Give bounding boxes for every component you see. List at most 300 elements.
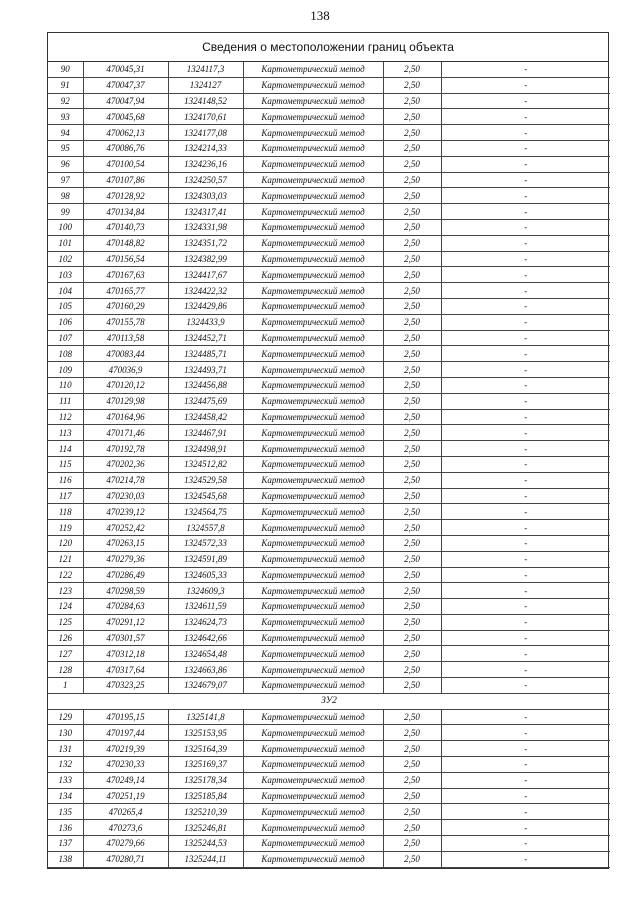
description-cell: - [441,599,610,615]
table-row [48,219,610,235]
y-coordinate-cell: 1324663,86 [168,662,243,678]
x-coordinate-cell: 470171,46 [83,425,168,441]
method-cell: Картометрический метод [243,188,383,204]
accuracy-cell: 2,50 [383,283,441,299]
accuracy-cell: 2,50 [383,140,441,156]
table-row [48,409,610,425]
accuracy-cell: 2,50 [383,662,441,678]
point-number-cell: 125 [48,614,83,630]
x-coordinate-cell: 470251,19 [83,788,168,804]
table-row [48,93,610,109]
accuracy-cell: 2,50 [383,599,441,615]
accuracy-cell: 2,50 [383,488,441,504]
description-cell: - [441,583,610,599]
description-cell: - [441,804,610,820]
y-coordinate-cell: 1324564,75 [168,504,243,520]
description-cell: - [441,757,610,773]
description-cell: - [441,772,610,788]
description-cell: - [441,520,610,536]
point-number-cell: 123 [48,583,83,599]
method-cell: Картометрический метод [243,330,383,346]
point-number-cell: 119 [48,520,83,536]
description-cell: - [441,567,610,583]
x-coordinate-cell: 470312,18 [83,646,168,662]
x-coordinate-cell: 470165,77 [83,283,168,299]
x-coordinate-cell: 470252,42 [83,520,168,536]
y-coordinate-cell: 1324170,61 [168,109,243,125]
x-coordinate-cell: 470140,73 [83,219,168,235]
accuracy-cell: 2,50 [383,188,441,204]
table-row [48,772,610,788]
method-cell: Картометрический метод [243,77,383,93]
description-cell: - [441,551,610,567]
accuracy-cell: 2,50 [383,251,441,267]
y-coordinate-cell: 1325169,37 [168,757,243,773]
accuracy-cell: 2,50 [383,77,441,93]
method-cell: Картометрический метод [243,583,383,599]
accuracy-cell: 2,50 [383,441,441,457]
x-coordinate-cell: 470156,54 [83,251,168,267]
method-cell: Картометрический метод [243,267,383,283]
section-row [48,693,610,709]
point-number-cell: 99 [48,204,83,220]
method-cell: Картометрический метод [243,362,383,378]
table-row [48,662,610,678]
method-cell: Картометрический метод [243,172,383,188]
table-row [48,614,610,630]
table-row [48,678,610,694]
y-coordinate-cell: 1324475,69 [168,393,243,409]
table-row [48,851,610,867]
method-cell: Картометрический метод [243,393,383,409]
accuracy-cell: 2,50 [383,298,441,314]
method-cell: Картометрический метод [243,456,383,472]
accuracy-cell: 2,50 [383,267,441,283]
accuracy-cell: 2,50 [383,614,441,630]
point-number-cell: 109 [48,362,83,378]
x-coordinate-cell: 470129,98 [83,393,168,409]
method-cell: Картометрический метод [243,804,383,820]
method-cell: Картометрический метод [243,204,383,220]
table-row [48,425,610,441]
accuracy-cell: 2,50 [383,709,441,725]
point-number-cell: 112 [48,409,83,425]
x-coordinate-cell: 470291,12 [83,614,168,630]
x-coordinate-cell: 470280,71 [83,851,168,867]
method-cell: Картометрический метод [243,441,383,457]
y-coordinate-cell: 1324458,42 [168,409,243,425]
table-row [48,456,610,472]
accuracy-cell: 2,50 [383,646,441,662]
table-row [48,804,610,820]
accuracy-cell: 2,50 [383,630,441,646]
x-coordinate-cell: 470298,59 [83,583,168,599]
description-cell: - [441,346,610,362]
x-coordinate-cell: 470323,25 [83,678,168,694]
description-cell: - [441,741,610,757]
point-number-cell: 132 [48,757,83,773]
y-coordinate-cell: 1324331,98 [168,219,243,235]
point-number-cell: 102 [48,251,83,267]
y-coordinate-cell: 1324429,86 [168,298,243,314]
x-coordinate-cell: 470230,33 [83,757,168,773]
method-cell: Картометрический метод [243,567,383,583]
method-cell: Картометрический метод [243,219,383,235]
description-cell: - [441,662,610,678]
table-title: Сведения о местоположении границ объекта [48,33,608,62]
table-row [48,140,610,156]
description-cell: - [441,62,610,77]
y-coordinate-cell: 1325185,84 [168,788,243,804]
table-row [48,156,610,172]
point-number-cell: 98 [48,188,83,204]
x-coordinate-cell: 470239,12 [83,504,168,520]
method-cell: Картометрический метод [243,314,383,330]
x-coordinate-cell: 470107,86 [83,172,168,188]
y-coordinate-cell: 1324572,33 [168,535,243,551]
x-coordinate-cell: 470155,78 [83,314,168,330]
y-coordinate-cell: 1324317,41 [168,204,243,220]
description-cell: - [441,441,610,457]
accuracy-cell: 2,50 [383,836,441,852]
method-cell: Картометрический метод [243,788,383,804]
accuracy-cell: 2,50 [383,362,441,378]
y-coordinate-cell: 1324485,71 [168,346,243,362]
x-coordinate-cell: 470284,63 [83,599,168,615]
y-coordinate-cell: 1325244,11 [168,851,243,867]
y-coordinate-cell: 1324417,67 [168,267,243,283]
y-coordinate-cell: 1324679,07 [168,678,243,694]
table-row [48,298,610,314]
accuracy-cell: 2,50 [383,678,441,694]
x-coordinate-cell: 470167,63 [83,267,168,283]
x-coordinate-cell: 470128,92 [83,188,168,204]
accuracy-cell: 2,50 [383,409,441,425]
point-number-cell: 122 [48,567,83,583]
point-number-cell: 134 [48,788,83,804]
table-row [48,520,610,536]
y-coordinate-cell: 1324236,16 [168,156,243,172]
description-cell: - [441,425,610,441]
point-number-cell: 114 [48,441,83,457]
point-number-cell: 107 [48,330,83,346]
table-row [48,820,610,836]
table-row [48,488,610,504]
point-number-cell: 103 [48,267,83,283]
description-cell: - [441,456,610,472]
description-cell: - [441,283,610,299]
x-coordinate-cell: 470083,44 [83,346,168,362]
y-coordinate-cell: 1324422,32 [168,283,243,299]
description-cell: - [441,409,610,425]
method-cell: Картометрический метод [243,551,383,567]
point-number-cell: 96 [48,156,83,172]
point-number-cell: 135 [48,804,83,820]
x-coordinate-cell: 470214,78 [83,472,168,488]
y-coordinate-cell: 1324351,72 [168,235,243,251]
method-cell: Картометрический метод [243,836,383,852]
x-coordinate-cell: 470047,37 [83,77,168,93]
method-cell: Картометрический метод [243,488,383,504]
accuracy-cell: 2,50 [383,741,441,757]
y-coordinate-cell: 1325244,53 [168,836,243,852]
point-number-cell: 127 [48,646,83,662]
y-coordinate-cell: 1324624,73 [168,614,243,630]
table-row [48,314,610,330]
description-cell: - [441,140,610,156]
accuracy-cell: 2,50 [383,725,441,741]
section-label: ЗУ2 [48,693,610,709]
table-row [48,204,610,220]
description-cell: - [441,125,610,141]
description-cell: - [441,109,610,125]
accuracy-cell: 2,50 [383,393,441,409]
method-cell: Картометрический метод [243,298,383,314]
y-coordinate-cell: 1324591,89 [168,551,243,567]
accuracy-cell: 2,50 [383,472,441,488]
accuracy-cell: 2,50 [383,520,441,536]
y-coordinate-cell: 1324250,57 [168,172,243,188]
x-coordinate-cell: 470086,76 [83,140,168,156]
x-coordinate-cell: 470286,49 [83,567,168,583]
x-coordinate-cell: 470249,14 [83,772,168,788]
method-cell: Картометрический метод [243,709,383,725]
table-row [48,646,610,662]
method-cell: Картометрический метод [243,140,383,156]
description-cell: - [441,330,610,346]
coordinates-table-body [48,62,610,867]
point-number-cell: 126 [48,630,83,646]
description-cell: - [441,156,610,172]
description-cell: - [441,535,610,551]
method-cell: Картометрический метод [243,741,383,757]
description-cell: - [441,820,610,836]
x-coordinate-cell: 470045,31 [83,62,168,77]
accuracy-cell: 2,50 [383,219,441,235]
point-number-cell: 136 [48,820,83,836]
table-row [48,251,610,267]
x-coordinate-cell: 470120,12 [83,377,168,393]
x-coordinate-cell: 470047,94 [83,93,168,109]
description-cell: - [441,504,610,520]
y-coordinate-cell: 1325164,39 [168,741,243,757]
table-row [48,551,610,567]
description-cell: - [441,851,610,867]
method-cell: Картометрический метод [243,283,383,299]
method-cell: Картометрический метод [243,630,383,646]
point-number-cell: 137 [48,836,83,852]
page-number: 138 [310,8,330,23]
table-row [48,109,610,125]
method-cell: Картометрический метод [243,346,383,362]
method-cell: Картометрический метод [243,93,383,109]
x-coordinate-cell: 470279,36 [83,551,168,567]
point-number-cell: 1 [48,678,83,694]
point-number-cell: 121 [48,551,83,567]
x-coordinate-cell: 470265,4 [83,804,168,820]
x-coordinate-cell: 470036,9 [83,362,168,378]
description-cell: - [441,788,610,804]
accuracy-cell: 2,50 [383,820,441,836]
x-coordinate-cell: 470273,6 [83,820,168,836]
table-row [48,599,610,615]
method-cell: Картометрический метод [243,614,383,630]
y-coordinate-cell: 1324493,71 [168,362,243,378]
description-cell: - [441,678,610,694]
x-coordinate-cell: 470062,13 [83,125,168,141]
table-row [48,283,610,299]
table-row [48,393,610,409]
accuracy-cell: 2,50 [383,314,441,330]
table-row [48,630,610,646]
coordinates-table [48,62,610,868]
method-cell: Картометрический метод [243,62,383,77]
table-row [48,377,610,393]
y-coordinate-cell: 1324456,88 [168,377,243,393]
point-number-cell: 92 [48,93,83,109]
x-coordinate-cell: 470113,58 [83,330,168,346]
y-coordinate-cell: 1324214,33 [168,140,243,156]
y-coordinate-cell: 1324498,91 [168,441,243,457]
point-number-cell: 106 [48,314,83,330]
accuracy-cell: 2,50 [383,62,441,77]
method-cell: Картометрический метод [243,757,383,773]
description-cell: - [441,614,610,630]
y-coordinate-cell: 1325153,95 [168,725,243,741]
x-coordinate-cell: 470192,78 [83,441,168,457]
method-cell: Картометрический метод [243,235,383,251]
x-coordinate-cell: 470279,66 [83,836,168,852]
method-cell: Картометрический метод [243,599,383,615]
point-number-cell: 111 [48,393,83,409]
accuracy-cell: 2,50 [383,156,441,172]
description-cell: - [441,219,610,235]
table-row [48,836,610,852]
table-row [48,346,610,362]
accuracy-cell: 2,50 [383,551,441,567]
description-cell: - [441,362,610,378]
method-cell: Картометрический метод [243,125,383,141]
description-cell: - [441,377,610,393]
point-number-cell: 133 [48,772,83,788]
description-cell: - [441,836,610,852]
x-coordinate-cell: 470160,29 [83,298,168,314]
point-number-cell: 108 [48,346,83,362]
y-coordinate-cell: 1325246,81 [168,820,243,836]
x-coordinate-cell: 470164,96 [83,409,168,425]
point-number-cell: 105 [48,298,83,314]
table-row [48,125,610,141]
x-coordinate-cell: 470045,68 [83,109,168,125]
x-coordinate-cell: 470134,84 [83,204,168,220]
accuracy-cell: 2,50 [383,204,441,220]
method-cell: Картометрический метод [243,662,383,678]
y-coordinate-cell: 1324452,71 [168,330,243,346]
method-cell: Картометрический метод [243,504,383,520]
table-row [48,504,610,520]
point-number-cell: 97 [48,172,83,188]
table-row [48,741,610,757]
accuracy-cell: 2,50 [383,93,441,109]
method-cell: Картометрический метод [243,156,383,172]
point-number-cell: 124 [48,599,83,615]
accuracy-cell: 2,50 [383,772,441,788]
y-coordinate-cell: 1325178,34 [168,772,243,788]
y-coordinate-cell: 1325210,39 [168,804,243,820]
point-number-cell: 95 [48,140,83,156]
accuracy-cell: 2,50 [383,504,441,520]
point-number-cell: 138 [48,851,83,867]
point-number-cell: 131 [48,741,83,757]
accuracy-cell: 2,50 [383,172,441,188]
table-row [48,267,610,283]
accuracy-cell: 2,50 [383,535,441,551]
accuracy-cell: 2,50 [383,804,441,820]
x-coordinate-cell: 470317,64 [83,662,168,678]
point-number-cell: 104 [48,283,83,299]
description-cell: - [441,267,610,283]
table-row [48,188,610,204]
point-number-cell: 120 [48,535,83,551]
method-cell: Картометрический метод [243,520,383,536]
method-cell: Картометрический метод [243,251,383,267]
description-cell: - [441,725,610,741]
point-number-cell: 91 [48,77,83,93]
point-number-cell: 94 [48,125,83,141]
point-number-cell: 90 [48,62,83,77]
x-coordinate-cell: 470148,82 [83,235,168,251]
method-cell: Картометрический метод [243,109,383,125]
accuracy-cell: 2,50 [383,788,441,804]
y-coordinate-cell: 1324382,99 [168,251,243,267]
description-cell: - [441,314,610,330]
table-row [48,62,610,77]
y-coordinate-cell: 1324642,66 [168,630,243,646]
y-coordinate-cell: 1324433,9 [168,314,243,330]
table-row [48,362,610,378]
table-row [48,567,610,583]
accuracy-cell: 2,50 [383,456,441,472]
method-cell: Картометрический метод [243,772,383,788]
y-coordinate-cell: 1325141,8 [168,709,243,725]
point-number-cell: 93 [48,109,83,125]
x-coordinate-cell: 470197,44 [83,725,168,741]
accuracy-cell: 2,50 [383,851,441,867]
table-row [48,330,610,346]
description-cell: - [441,646,610,662]
method-cell: Картометрический метод [243,535,383,551]
table-row [48,441,610,457]
accuracy-cell: 2,50 [383,235,441,251]
y-coordinate-cell: 1324303,03 [168,188,243,204]
x-coordinate-cell: 470195,15 [83,709,168,725]
method-cell: Картометрический метод [243,820,383,836]
table-row [48,472,610,488]
method-cell: Картометрический метод [243,851,383,867]
point-number-cell: 115 [48,456,83,472]
x-coordinate-cell: 470219,39 [83,741,168,757]
method-cell: Картометрический метод [243,377,383,393]
x-coordinate-cell: 470100,54 [83,156,168,172]
description-cell: - [441,472,610,488]
x-coordinate-cell: 470230,03 [83,488,168,504]
method-cell: Картометрический метод [243,678,383,694]
point-number-cell: 101 [48,235,83,251]
accuracy-cell: 2,50 [383,757,441,773]
method-cell: Картометрический метод [243,425,383,441]
description-cell: - [441,298,610,314]
point-number-cell: 116 [48,472,83,488]
